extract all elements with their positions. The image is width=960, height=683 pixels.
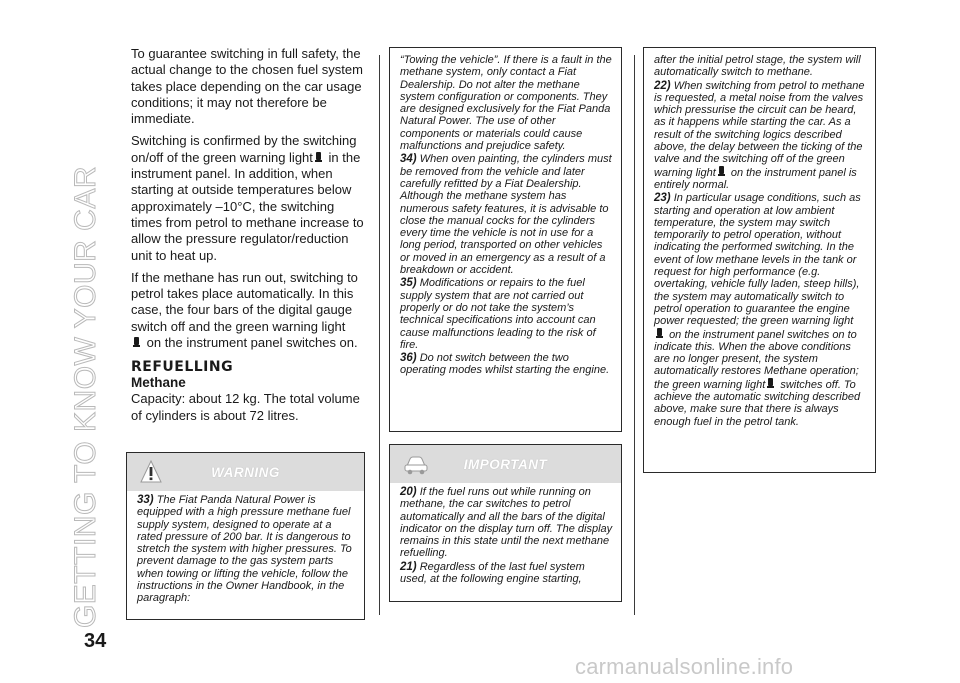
important-title: IMPORTANT bbox=[463, 456, 548, 472]
note-36: 36) Do not switch between the two operating modes whilst starting the engine. bbox=[400, 352, 610, 377]
note-22: 22) When switching from petrol to methane is requested, a metal noise from the valves which pressurise the circuit can be heard, as it happens while starting the car. As a result of the switching logics described above, the delay between the ticking of the valve and the switching off of the green warning light on the instrument panel is entirely normal. bbox=[654, 79, 865, 191]
paragraph-methane-run-out: If the methane has run out, switching to petrol takes place automatically. In this case, the four bars of the digital gauge switch off and the green warning light on the instrument panel switches on. bbox=[131, 269, 358, 351]
note-33-continued: “Towing the vehicle”. If there is a fault in the methane system, only contact a Fiat Dealership. Do not alter the methane system configuration or components. They are designed exclusively for the Fiat Panda Natural Power. The use of other components or materials could cause malfunctions and prejudice safety. bbox=[400, 54, 612, 153]
section-title bbox=[66, 48, 106, 628]
methane-warning-light-icon bbox=[315, 152, 323, 162]
important-box-header bbox=[390, 445, 621, 483]
methane-warning-light-icon bbox=[718, 166, 726, 176]
car-icon bbox=[403, 452, 429, 476]
page-number: 34 bbox=[84, 630, 107, 652]
warning-box bbox=[126, 452, 365, 620]
warning-box-continued bbox=[389, 47, 622, 432]
paragraph-switching-safety: To guarantee switching in full safety, the actual change to the chosen fuel system takes place depending on the car usage conditions; it may not therefore be immediate. bbox=[131, 46, 363, 127]
warning-continued-body bbox=[390, 48, 621, 382]
note-35: 35) Modifications or repairs to the fuel supply system that are not carried out properly or do not take the system’s technical specifications into account can cause malfunctions leading to the risk of fire. bbox=[400, 277, 596, 351]
column-divider bbox=[634, 55, 635, 615]
note-20: 20) If the fuel runs out while running on methane, the car switches to petrol automatically and all the bars of the digital indicator on the display turn off. The display remains in this state until the next methane refuelling. bbox=[400, 486, 613, 560]
column-divider bbox=[379, 55, 380, 615]
column-main-text bbox=[131, 46, 367, 430]
note-34: 34) When oven painting, the cylinders must be removed from the vehicle and later carefully refitted by a Fiat Dealership. Although the methane system has numerous safety features, it is advisable to close the manual cocks for the cylinders every time the vehicle is not in use for a long period, transported on other vehicles or moved in an emergency as a result of a breakdown or accident. bbox=[400, 153, 612, 277]
warning-title: WARNING bbox=[211, 464, 280, 480]
warning-box-header bbox=[127, 453, 364, 491]
note-33: 33) The Fiat Panda Natural Power is equipped with a high pressure methane fuel supply system, designed to operate at a rated pressure of 200 bar. It is dangerous to stretch the system with higher pressures. To prevent damage to the gas system parts when towing or lifting the vehicle, follow the instructions in the Owner Handbook, in the paragraph: bbox=[137, 494, 352, 605]
warning-triangle-icon bbox=[140, 460, 162, 484]
heading-refuelling: REFUELLING bbox=[131, 359, 234, 376]
methane-warning-light-icon bbox=[656, 328, 664, 338]
heading-methane: Methane bbox=[131, 375, 186, 391]
important-box-continued bbox=[643, 47, 876, 473]
watermark: carmanualsonline.info bbox=[575, 654, 794, 679]
paragraph-capacity: Capacity: about 12 kg. The total volume of cylinders is about 72 litres. bbox=[131, 391, 360, 423]
methane-warning-light-icon bbox=[133, 337, 141, 347]
paragraph-switching-confirmed: Switching is confirmed by the switching on/off of the green warning light in the instrument panel. In addition, when starting at outside temperatures below approximately –10°C, the switching times from petrol to methane increase to allow the pressure regulator/reduction unit to heat up. bbox=[131, 133, 364, 263]
important-box-body bbox=[390, 483, 621, 590]
warning-box-body bbox=[127, 491, 364, 610]
section-title-text: GETTING TO KNOW YOUR CAR bbox=[69, 165, 102, 628]
note-21-continued: after the initial petrol stage, the system will automatically switch to methane. bbox=[654, 54, 861, 79]
note-23: 23) In particular usage conditions, such as starting and operation at low ambient temperature, the system may switch temporarily to petrol operation, without indicating the performed switching. In the event of low methane levels in the tank or request for high performance (e.g. overtaking, vehicle fully laden, steep hills), the system may automatically switch to petrol operation to guarantee the engine power requested; the green warning light on the instrument panel switches on to indicate this. When the above conditions are no longer present, the system automatically restores Methane operation; the green warning light switches off. To achieve the automatic switching described above, make sure that there is always enough fuel in the petrol tank. bbox=[654, 192, 861, 428]
important-continued-body bbox=[644, 48, 875, 433]
note-21: 21) Regardless of the last fuel system used, at the following engine starting, bbox=[400, 560, 585, 586]
methane-warning-light-icon bbox=[767, 378, 775, 388]
important-box bbox=[389, 444, 622, 602]
